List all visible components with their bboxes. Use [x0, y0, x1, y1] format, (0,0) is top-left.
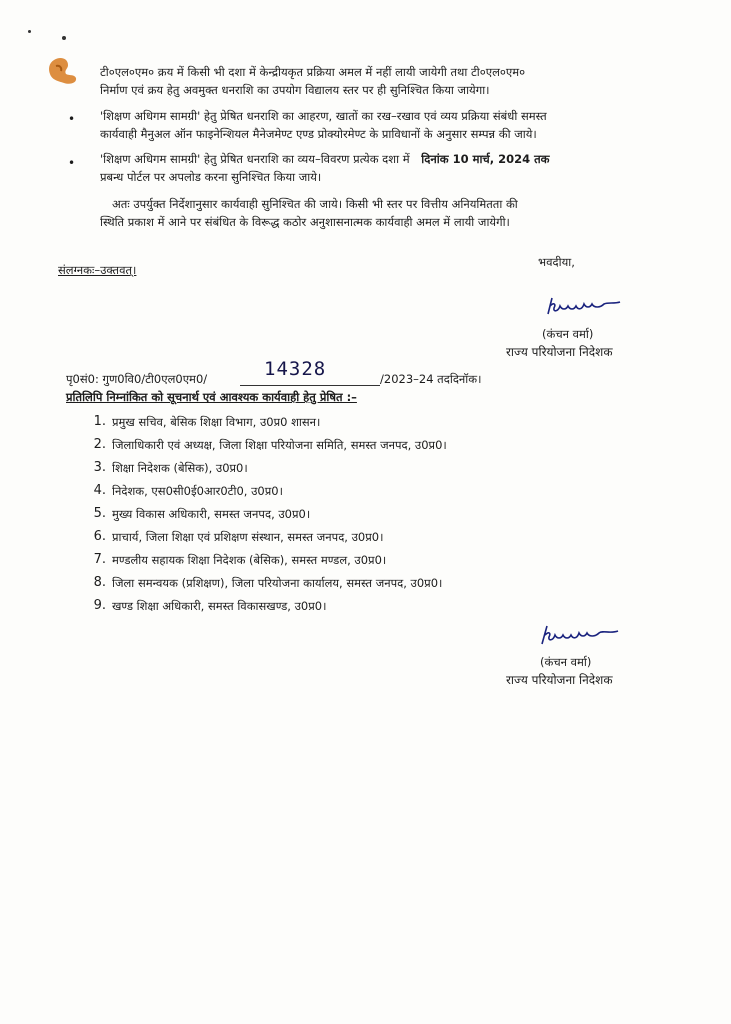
list-item: शिक्षा निदेशक (बेसिक), उ0प्र0। — [112, 461, 248, 475]
reference-prefix: पृ0सं0: गुण0वि0/टी0एल0एम0/ — [66, 372, 208, 386]
list-item-number: 4. — [93, 483, 106, 498]
bullet2-line1 — [100, 151, 550, 167]
list-item-number: 6. — [93, 529, 106, 544]
bullet-icon: • — [68, 156, 76, 170]
list-item: मुख्य विकास अधिकारी, समस्त जनपद, उ0प्र0। — [112, 507, 311, 521]
list-item-number: 8. — [93, 575, 106, 590]
para1-line2: निर्माण एवं क्रय हेतु अवमुक्त धनराशि का उपयोग विद्यालय स्तर पर ही सुनिश्चित किया जायेगा। — [100, 83, 490, 97]
scan-mark — [62, 36, 66, 40]
signatory-title: राज्य परियोजना निदेशक — [506, 345, 613, 359]
list-item-number: 1. — [93, 414, 106, 429]
bullet-icon: • — [68, 112, 76, 126]
list-item: निदेशक, एस0सी0ई0आर0टी0, उ0प्र0। — [112, 484, 283, 498]
list-item-number: 9. — [93, 598, 106, 613]
list-item: जिलाधिकारी एवं अध्यक्ष, जिला शिक्षा परियोजना समिति, समस्त जनपद, उ0प्र0। — [112, 438, 447, 452]
list-item: खण्ड शिक्षा अधिकारी, समस्त विकासखण्ड, उ0प्र0। — [112, 599, 327, 613]
reference-number: 14328 — [264, 358, 327, 380]
bullet2-line2: प्रबन्ध पोर्टल पर अपलोड करना सुनिश्चित किया जाये। — [100, 170, 322, 184]
list-item-number: 7. — [93, 552, 106, 567]
bullet2-text: 'शिक्षण अधिगम सामग्री' हेतु प्रेषित धनराशि का व्यय–विवरण प्रत्येक दशा में — [100, 152, 410, 166]
scan-mark — [28, 30, 31, 33]
closing-salutation: भवदीया, — [538, 255, 575, 269]
para2-line1: अतः उपर्युक्त निर्देशानुसार कार्यवाही सुनिश्चित की जाये। किसी भी स्तर पर वित्तीय अनियमितता की — [112, 197, 518, 211]
list-item-number: 2. — [93, 437, 106, 452]
enclosure-label: संलग्नकः–उक्तवत्। — [58, 263, 137, 277]
handwritten-signature — [544, 294, 624, 320]
reference-suffix: /2023–24 तददिनॉक। — [380, 372, 482, 386]
reference-blank-line — [240, 385, 380, 386]
signatory-name-2: (कंचन वर्मा) — [540, 655, 592, 669]
bullet1-line2: कार्यवाही मैनुअल ऑन फाइनेन्शियल मैनेजमेण्ट एण्ड प्रोक्योरमेण्ट के प्राविधानों के अनुसार सम्पन्न की जाये। — [100, 127, 537, 141]
list-item-number: 3. — [93, 460, 106, 475]
copy-heading: प्रतिलिपि निम्नांकित को सूचनार्थ एवं आवश्यक कार्यवाही हेतु प्रेषित :– — [66, 390, 357, 404]
list-item: जिला समन्वयक (प्रशिक्षण), जिला परियोजना कार्यालय, समस्त जनपद, उ0प्र0। — [112, 576, 443, 590]
handwritten-signature — [538, 622, 622, 650]
list-item-number: 5. — [93, 506, 106, 521]
list-item: प्रमुख सचिव, बेसिक शिक्षा विभाग, उ0प्र0 शासन। — [112, 415, 321, 429]
para1-line1: टी०एल०एम० क्रय में किसी भी दशा में केन्द्रीयकृत प्रक्रिया अमल में नहीं लायी जायेगी तथा टी०एल०एम० — [100, 65, 526, 79]
para2-line2: स्थिति प्रकाश में आने पर संबंधित के विरूद्ध कठोर अनुशासनात्मक कार्यवाही अमल में लायी जायेगी। — [100, 215, 510, 229]
list-item: मण्डलीय सहायक शिक्षा निदेशक (बेसिक), समस्त मण्डल, उ0प्र0। — [112, 553, 387, 567]
signatory-name: (कंचन वर्मा) — [542, 327, 594, 341]
signatory-title-2: राज्य परियोजना निदेशक — [506, 673, 613, 687]
deadline-date: दिनांक 10 मार्च, 2024 तक — [421, 152, 550, 166]
ink-stain-icon — [46, 56, 80, 86]
list-item: प्राचार्य, जिला शिक्षा एवं प्रशिक्षण संस्थान, समस्त जनपद, उ0प्र0। — [112, 530, 384, 544]
bullet1-line1: 'शिक्षण अधिगम सामग्री' हेतु प्रेषित धनराशि का आहरण, खातों का रख–रखाव एवं व्यय प्रक्रिया संबंधी समस्त — [100, 109, 547, 123]
